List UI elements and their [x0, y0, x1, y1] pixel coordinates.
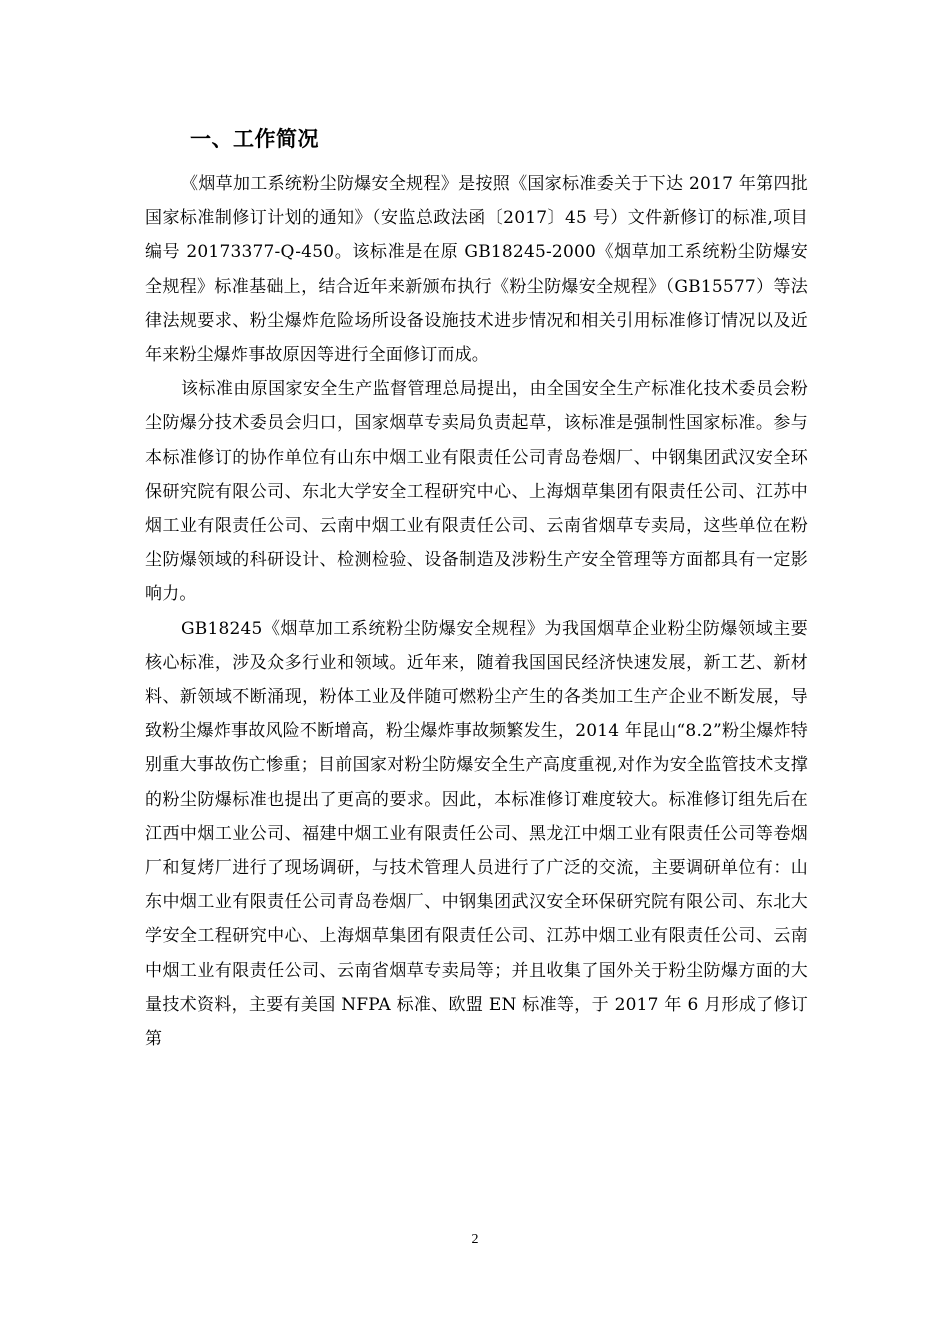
- paragraph: GB18245《烟草加工系统粉尘防爆安全规程》为我国烟草企业粉尘防爆领域主要核心标准，涉及众多行业和领域。近年来，随着我国国民经济快速发展，新工艺、新材料、新领域不断涌现，粉体工业及伴随可燃粉尘产生的各类加工生产企业不断发展，导致粉尘爆炸事故风险不断增高，粉尘爆炸事故频繁发生，2014 年昆山“8.2”粉尘爆炸特别重大事故伤亡惨重；目前国家对粉尘防爆安全生产高度重视,对作为安全监管技术支撑的粉尘防爆标准也提出了更高的要求。因此，本标准修订难度较大。标准修订组先后在江西中烟工业公司、福建中烟工业有限责任公司、黑龙江中烟工业有限责任公司等卷烟厂和复烤厂进行了现场调研，与技术管理人员进行了广泛的交流，主要调研单位有：山东中烟工业有限责任公司青岛卷烟厂、中钢集团武汉安全环保研究院有限公司、东北大学安全工程研究中心、上海烟草集团有限责任公司、江苏中烟工业有限责任公司、云南中烟工业有限责任公司、云南省烟草专卖局等；并且收集了国外关于粉尘防爆方面的大量技术资料，主要有美国 NFPA 标准、欧盟 EN 标准等，于 2017 年 6 月形成了修订第: [145, 618, 808, 1050]
- page-number: 2: [471, 1232, 479, 1247]
- paragraph: 该标准由原国家安全生产监督管理总局提出，由全国安全生产标准化技术委员会粉尘防爆分技术委员会归口，国家烟草专卖局负责起草，该标准是强制性国家标准。参与本标准修订的协作单位有山东中烟工业有限责任公司青岛卷烟厂、中钢集团武汉安全环保研究院有限公司、东北大学安全工程研究中心、上海烟草集团有限责任公司、江苏中烟工业有限责任公司、云南中烟工业有限责任公司、云南省烟草专卖局，这些单位在粉尘防爆领域的科研设计、检测检验、设备制造及涉粉生产安全管理等方面都具有一定影响力。: [145, 379, 808, 605]
- paragraph: 《烟草加工系统粉尘防爆安全规程》是按照《国家标准委关于下达 2017 年第四批国家标准制修订计划的通知》（安监总政法函〔2017〕45 号）文件新修订的标准,项目编号 20173377-Q-450。该标准是在原 GB18245-2000《烟草加工系统粉尘防爆安全规程》标准基础上，结合近年来新颁布执行《粉尘防爆安全规程》（GB15577）等法律法规要求、粉尘爆炸危险场所设备设施技术进步情况和相关引用标准修订情况以及近年来粉尘爆炸事故原因等进行全面修订而成。: [145, 174, 808, 366]
- body-text: [145, 167, 808, 1056]
- section-heading: 一、工作简况: [190, 127, 319, 151]
